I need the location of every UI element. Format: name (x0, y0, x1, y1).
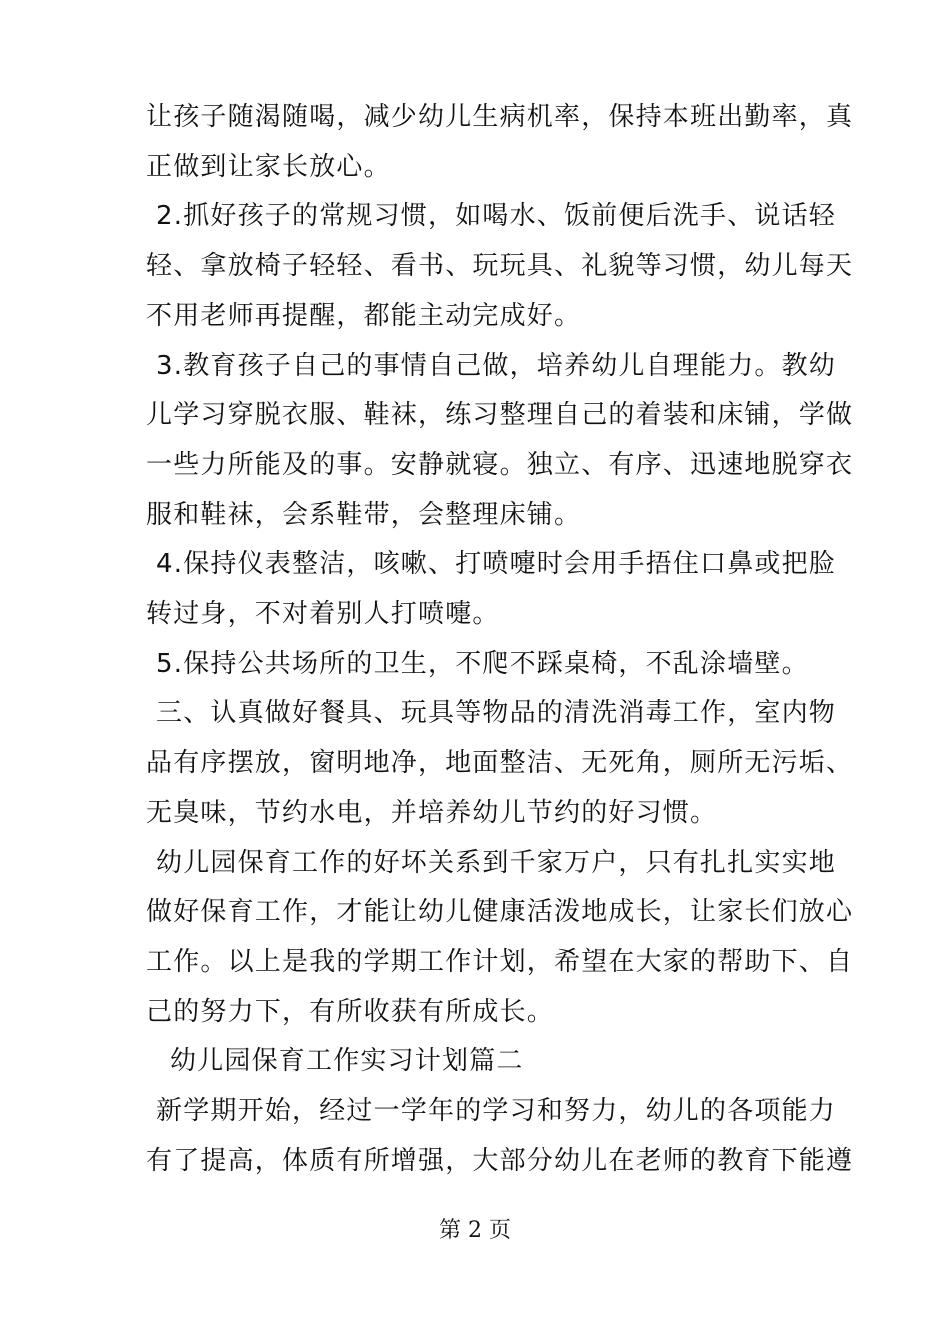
page-number: 第 2 页 (439, 1218, 511, 1243)
paragraph-summary: 幼儿园保育工作的好坏关系到千家万户，只有扎扎实实地 (156, 847, 837, 878)
text-line: 工作。以上是我的学期工作计划，希望在大家的帮助下、自 (146, 946, 854, 977)
text-line: 转过身，不对着别人打喷嚏。 (146, 599, 500, 630)
list-item-2: 2.抓好孩子的常规习惯，如喝水、饭前便后洗手、说话轻 (156, 201, 837, 232)
text-line: 品有序摆放，窗明地净，地面整洁、无死角，厕所无污垢、 (146, 748, 854, 779)
list-item-4: 4.保持仪表整洁，咳嗽、打喷嚏时会用手捂住口鼻或把脸 (156, 549, 837, 580)
text-line: 服和鞋袜，会系鞋带，会整理床铺。 (146, 499, 582, 530)
section-three: 三、认真做好餐具、玩具等物品的清洗消毒工作，室内物 (156, 698, 837, 729)
text-line: 轻、拿放椅子轻轻、看书、玩玩具、礼貌等习惯，幼儿每天 (146, 251, 854, 282)
paragraph-intro: 新学期开始，经过一学年的学习和努力，幼儿的各项能力 (156, 1096, 837, 1127)
text-line: 己的努力下，有所收获有所成长。 (146, 996, 555, 1027)
text-line: 一些力所能及的事。安静就寝。独立、有序、迅速地脱穿衣 (146, 449, 854, 480)
text-line: 无臭味，节约水电，并培养幼儿节约的好习惯。 (146, 797, 718, 828)
body-text (146, 93, 854, 1186)
list-item-3: 3.教育孩子自己的事情自己做，培养幼儿自理能力。教幼 (156, 350, 837, 381)
text-line: 儿学习穿脱衣服、鞋袜，练习整理自己的着装和床铺，学做 (146, 400, 854, 431)
section-heading: 幼儿园保育工作实习计划篇二 (170, 1046, 524, 1077)
text-line: 正做到让家长放心。 (146, 151, 391, 182)
text-line: 有了提高，体质有所增强，大部分幼儿在老师的教育下能遵 (146, 1145, 854, 1176)
text-line: 让孩子随渴随喝，减少幼儿生病机率，保持本班出勤率，真 (146, 102, 854, 132)
text-line: 不用老师再提醒，都能主动完成好。 (146, 300, 582, 331)
list-item-5: 5.保持公共场所的卫生，不爬不踩桌椅，不乱涂墙壁。 (156, 648, 809, 679)
text-line: 做好保育工作，才能让幼儿健康活泼地成长，让家长们放心 (146, 897, 854, 928)
